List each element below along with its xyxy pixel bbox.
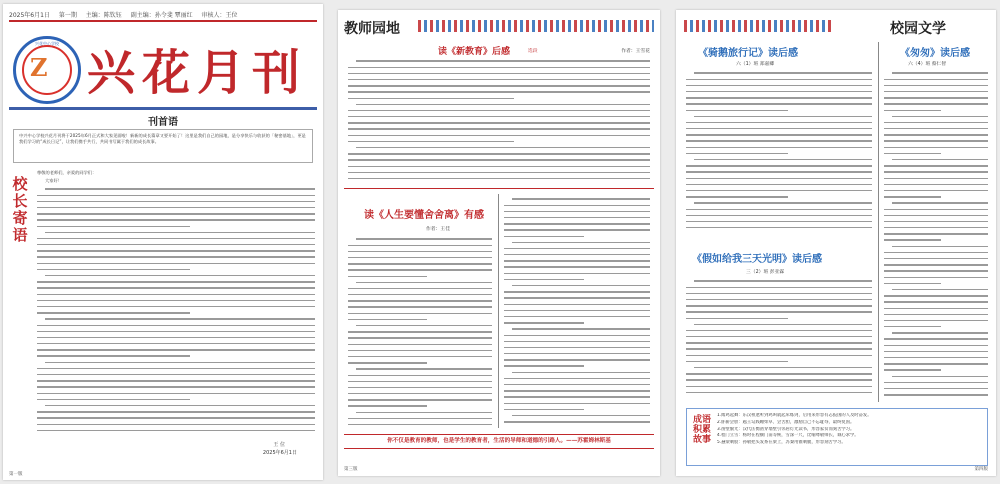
issue-date: 2025年6月1日 xyxy=(9,12,50,19)
signature-date: 2025年6月1日 xyxy=(262,450,297,456)
text-line xyxy=(884,392,988,398)
quote-banner: 你不仅是教育的教师，也是学生的教育者，生活的导师和道德的引路人。——苏霍姆林斯基 xyxy=(344,434,654,449)
preface-title: 刊首语 xyxy=(148,117,178,128)
article-title-2: 《匆匆》读后感 xyxy=(900,48,970,59)
text-line xyxy=(686,225,872,231)
dna-banner xyxy=(684,20,834,32)
page-one xyxy=(3,4,323,480)
idiom-item: 4.程门立雪：杨时在程颐门前等候，雪深一尺，比喻尊敬师长，诚心求学。 xyxy=(717,433,859,439)
signature: 王 位 xyxy=(273,442,285,448)
principal-message-body xyxy=(37,186,315,434)
organizer: 审核人：王位 xyxy=(201,12,238,19)
article-3-body xyxy=(686,278,872,400)
article-2-body xyxy=(884,70,988,400)
preface-box xyxy=(13,129,313,163)
column-divider xyxy=(498,194,499,428)
school-logo xyxy=(13,36,81,104)
article-author: 作者：王雪花 xyxy=(621,49,650,54)
section-title: 教师园地 xyxy=(344,21,400,37)
greeting: 尊敬的老师们，亲爱的同学们： xyxy=(37,170,97,175)
logo-ring-text: 兴花中心学校 xyxy=(35,41,59,46)
idiom-item: 5.悬梁刺股：孙敬把头发系在梁上，苏秦用锥刺腿，形容刻苦学习。 xyxy=(717,440,846,446)
page-three xyxy=(338,10,660,476)
masthead-rule xyxy=(9,107,317,110)
vice-editor: 副主编：孙令斐 覃丽红 xyxy=(130,12,193,19)
divider xyxy=(344,188,654,189)
text-line xyxy=(37,427,315,433)
idiom-item: 3.凿壁偷光：汉代匡衡凿穿墙壁引邻居灯光读书，形容家贫而刻苦学习。 xyxy=(717,426,855,432)
article-author-3: 三（2）班 彭亚霖 xyxy=(746,270,785,275)
dna-banner xyxy=(418,20,654,32)
article-body xyxy=(686,70,872,236)
text-line xyxy=(504,419,650,425)
header-rule xyxy=(9,20,317,22)
article-author-2: 六（4）班 蔡仁智 xyxy=(908,62,947,67)
article-title-2: 读《人生要懂舍舍离》有感 xyxy=(364,210,484,221)
article-title-3: 《假如给我三天光明》读后感 xyxy=(692,254,822,265)
principal-message-title: 校长寄语 xyxy=(12,175,28,244)
issue-header xyxy=(9,10,245,19)
masthead-title: 兴花月刊 xyxy=(87,45,308,101)
page-number: 第一版 xyxy=(9,472,23,477)
logo-letter: Z xyxy=(30,53,48,82)
text-line xyxy=(348,422,492,428)
idiom-item: 2.卧薪尝胆：越王勾践睡柴草、尝苦胆，激励自己不忘耻辱，最终复国。 xyxy=(717,419,855,425)
hello: 大家好！ xyxy=(45,178,62,183)
idiom-item: 1.闻鸡起舞：东汉祖逖听到鸡叫就起床练剑，后用来形容有志报国的人及时奋发。 xyxy=(717,413,872,418)
idiom-box xyxy=(686,408,988,466)
idiom-list xyxy=(717,413,981,447)
article-tag: 选段 xyxy=(528,49,538,54)
issue-number: 第一期 xyxy=(58,12,77,19)
idiom-label: 成语积累故事 xyxy=(693,415,712,445)
page-number: 第四版 xyxy=(974,467,988,472)
text-line xyxy=(686,389,872,395)
page-number: 第三版 xyxy=(344,467,358,472)
article-2-body-left xyxy=(348,236,492,428)
column-divider xyxy=(878,42,879,402)
article-2-body-right xyxy=(504,196,650,428)
text-line xyxy=(348,176,650,182)
section-title: 校园文学 xyxy=(890,21,946,37)
editor: 主编：陈钦钰 xyxy=(85,12,122,19)
preface-text: 中兴中心学校兴花月刊将于2025年6月正式和大家见面啦！新新的成长篇章又要开始了！这里是我们自己的园地，是分享快乐与收获的「秘密基地」，更是我们学习的“成长日记”，让我们携手共行，共同书写属于我们的成长故事。 xyxy=(19,133,306,145)
article-author-2: 作者：王佳 xyxy=(426,227,450,232)
article-title: 《骑鹅旅行记》读后感 xyxy=(698,48,798,59)
page-four xyxy=(676,10,996,476)
article-author: 六（1）班 郑嘉卿 xyxy=(736,62,775,67)
article-title: 读《新教育》后感 xyxy=(438,47,511,57)
article-body xyxy=(348,58,650,182)
